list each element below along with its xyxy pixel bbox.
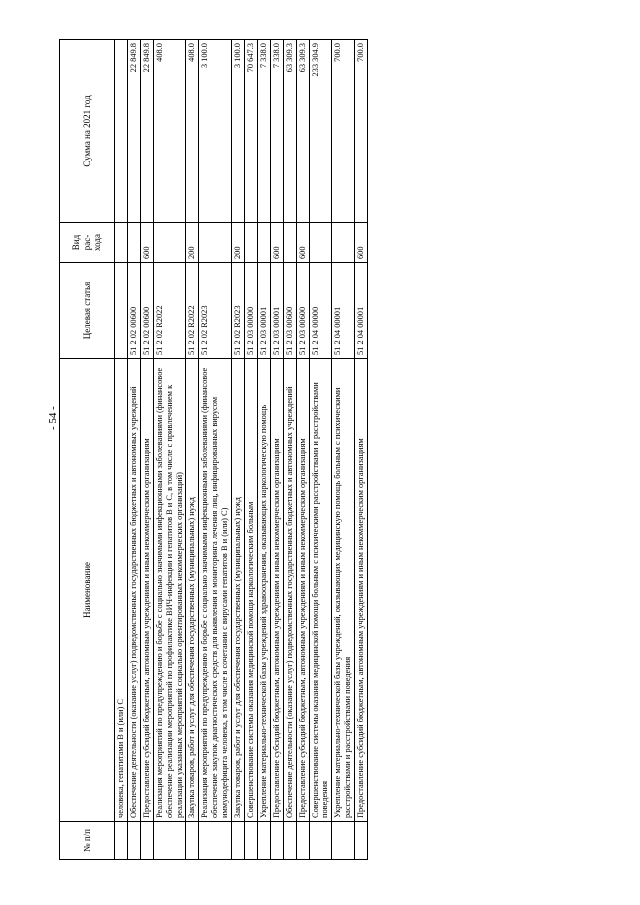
cell-code: 51 2 03 00001 <box>257 263 270 359</box>
cell-name: Совершенствование системы оказания медицинской помощи больным с психическими расстройствами и расстройствами поведения <box>309 359 332 822</box>
cell-code: 51 2 02 00600 <box>140 263 153 359</box>
cell-sum: 3 100.0 <box>199 40 232 223</box>
cell-num <box>127 822 140 860</box>
cell-name: Совершенствование системы оказания медицинской помощи наркологическим больным <box>244 359 257 822</box>
cell-kind <box>309 223 332 263</box>
cell-sum: 22 849.8 <box>140 40 153 223</box>
table-row <box>270 40 283 860</box>
header-kind: Вид рас- хода <box>60 223 115 263</box>
cell-kind <box>332 223 355 263</box>
cell-num <box>309 822 332 860</box>
table-row <box>296 40 309 860</box>
cell-code: 51 2 04 00001 <box>355 263 368 359</box>
header-sum: Сумма на 2021 год <box>60 40 115 223</box>
cell-name: Предоставление субсидий бюджетным, автономным учреждениям и иным некоммерческим организациям <box>296 359 309 822</box>
cell-num <box>332 822 355 860</box>
budget-table <box>59 39 368 860</box>
cell-kind: 600 <box>296 223 309 263</box>
table-row <box>257 40 270 860</box>
cell-code: 51 2 02 R2023 <box>232 263 245 359</box>
cell-num <box>186 822 199 860</box>
cell-num <box>115 822 128 860</box>
cell-name: Реализация мероприятий по предупреждению и борьбе с социально значимыми инфекционными заболеваниями (финансовое обеспечение реализации мероприятий по профилактике ВИЧ-инфекции и гепатитов В и С, в том числе с привлечением к реализации указанных мероприятий социально ориентированных некоммерческих организаций) <box>153 359 186 822</box>
table-row <box>140 40 153 860</box>
cell-name: Обеспечение деятельности (оказание услуг) подведомственных государственных бюджетных и автономных учреждений <box>283 359 296 822</box>
cell-kind: 600 <box>270 223 283 263</box>
rotated-sheet <box>59 40 581 860</box>
table-body <box>115 40 368 860</box>
cell-num <box>257 822 270 860</box>
cell-kind: 600 <box>355 223 368 263</box>
cell-num <box>296 822 309 860</box>
cell-sum: 408.0 <box>186 40 199 223</box>
table-row <box>355 40 368 860</box>
table-row <box>283 40 296 860</box>
header-name: Наименование <box>60 359 115 822</box>
cell-code: 51 2 03 00001 <box>270 263 283 359</box>
cell-num <box>199 822 232 860</box>
cell-name: Укрепление материально-технической базы учреждений, оказывающих медицинскую помощь больным с психическими расстройствами и расстройствами поведения <box>332 359 355 822</box>
cell-code: 51 2 04 00001 <box>332 263 355 359</box>
cell-kind <box>115 223 128 263</box>
cell-num <box>270 822 283 860</box>
cell-sum: 63 309.3 <box>283 40 296 223</box>
cell-kind <box>153 223 186 263</box>
cell-num <box>244 822 257 860</box>
cell-code: 51 2 02 R2022 <box>153 263 186 359</box>
table-row <box>332 40 355 860</box>
cell-kind <box>199 223 232 263</box>
cell-sum: 700.0 <box>332 40 355 223</box>
cell-name: Закупка товаров, работ и услуг для обеспечения государственных (муниципальных) нужд <box>232 359 245 822</box>
cell-sum: 63 309.3 <box>296 40 309 223</box>
cell-code: 51 2 03 00600 <box>283 263 296 359</box>
cell-sum: 3 100.0 <box>232 40 245 223</box>
cell-num <box>153 822 186 860</box>
cell-name: Предоставление субсидий бюджетным, автономным учреждениям и иным некоммерческим организациям <box>270 359 283 822</box>
cell-kind: 200 <box>186 223 199 263</box>
cell-sum: 70 647.3 <box>244 40 257 223</box>
cell-kind <box>244 223 257 263</box>
cell-kind <box>283 223 296 263</box>
cell-code: 51 2 02 R2023 <box>199 263 232 359</box>
cell-kind: 200 <box>232 223 245 263</box>
table-header-row <box>60 40 115 860</box>
cell-sum: 408.0 <box>153 40 186 223</box>
cell-name: Предоставление субсидий бюджетным, автономным учреждениям и иным некоммерческим организациям <box>140 359 153 822</box>
cell-name: человека, гепатитами В и (или) С <box>115 359 128 822</box>
cell-num <box>355 822 368 860</box>
cell-name: Закупка товаров, работ и услуг для обеспечения государственных (муниципальных) нужд <box>186 359 199 822</box>
cell-sum: 7 338.0 <box>270 40 283 223</box>
table-row <box>127 40 140 860</box>
cell-name: Обеспечение деятельности (оказание услуг) подведомственных государственных бюджетных и автономных учреждений <box>127 359 140 822</box>
cell-sum: 22 849.8 <box>127 40 140 223</box>
cell-code <box>115 263 128 359</box>
table-row <box>153 40 186 860</box>
table-row <box>199 40 232 860</box>
table-row <box>115 40 128 860</box>
cell-name: Укрепление материально-технической базы учреждений здравоохранения, оказывающих наркологическую помощь <box>257 359 270 822</box>
cell-sum: 700.0 <box>355 40 368 223</box>
table-row <box>309 40 332 860</box>
cell-num <box>140 822 153 860</box>
cell-code: 51 2 03 00000 <box>244 263 257 359</box>
cell-kind <box>257 223 270 263</box>
cell-kind <box>127 223 140 263</box>
cell-code: 51 2 02 R2022 <box>186 263 199 359</box>
cell-code: 51 2 03 00600 <box>296 263 309 359</box>
header-code: Целевая статья <box>60 263 115 359</box>
header-num: № п/п <box>60 822 115 860</box>
cell-num <box>232 822 245 860</box>
cell-sum: 233 304.9 <box>309 40 332 223</box>
cell-num <box>283 822 296 860</box>
cell-code: 51 2 04 00000 <box>309 263 332 359</box>
table-row <box>232 40 245 860</box>
cell-sum: 7 338.0 <box>257 40 270 223</box>
cell-sum <box>115 40 128 223</box>
table-row <box>186 40 199 860</box>
cell-code: 51 2 02 00600 <box>127 263 140 359</box>
cell-kind: 600 <box>140 223 153 263</box>
cell-name: Предоставление субсидий бюджетным, автономным учреждениям и иным некоммерческим организациям <box>355 359 368 822</box>
cell-name: Реализация мероприятий по предупреждению и борьбе с социально значимыми инфекционными заболеваниями (финансовое обеспечение закупок диагностических средств для выявления и мониторинга лечения лиц, инфицированных вирусом иммунодефицита человека, в том числе в сочетании с вирусами гепатитов В и (или) С) <box>199 359 232 822</box>
table-row <box>244 40 257 860</box>
